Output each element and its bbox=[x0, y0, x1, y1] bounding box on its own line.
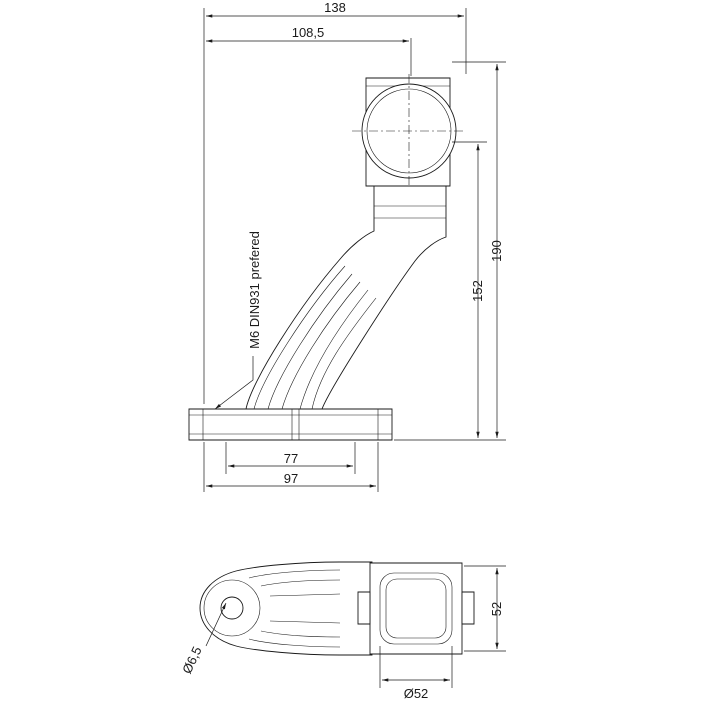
note-m6-din931: M6 DIN931 prefered bbox=[247, 231, 262, 349]
dim-190: 190 bbox=[489, 240, 504, 262]
dim-152: 152 bbox=[470, 280, 485, 302]
dim-97: 97 bbox=[283, 471, 299, 486]
dim-52: 52 bbox=[489, 601, 504, 617]
side-view-part bbox=[189, 74, 466, 440]
dim-77: 77 bbox=[283, 451, 299, 466]
dim-108-5: 108,5 bbox=[291, 25, 325, 40]
top-view-part bbox=[200, 562, 474, 655]
dim-diameter-6-5: Ø6,5 bbox=[179, 644, 205, 677]
dim-138: 138 bbox=[324, 0, 346, 15]
dim-diameter-52: Ø52 bbox=[403, 686, 429, 701]
